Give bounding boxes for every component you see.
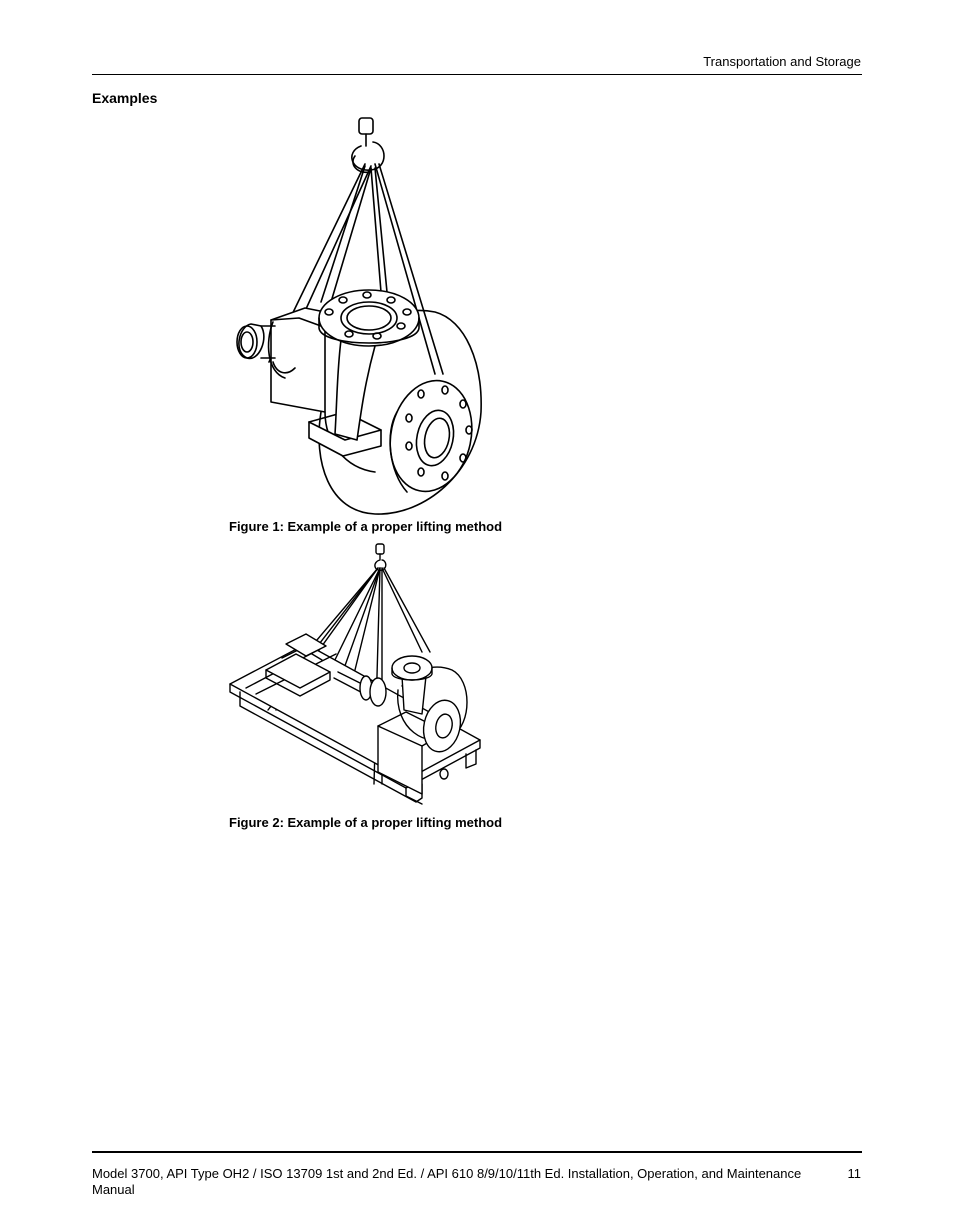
header-rule [92,74,862,75]
figure-1-caption: Figure 1: Example of a proper lifting method [229,519,503,534]
figure-2 [226,540,488,812]
section-title: Examples [92,90,158,106]
pump-baseplate-lifting-icon [226,540,488,812]
pump-lifting-icon [225,112,487,518]
footer-rule [92,1151,862,1153]
figure-2-caption: Figure 2: Example of a proper lifting method [229,815,503,830]
footer-manual-title: Model 3700, API Type OH2 / ISO 13709 1st and 2nd Ed. / API 610 8/9/10/11th Ed. Installation, Operation, and Maintenance Manual [92,1166,802,1197]
header-section-label: Transportation and Storage [703,54,861,69]
figure-1 [225,112,487,518]
page-number: 11 [847,1166,861,1181]
